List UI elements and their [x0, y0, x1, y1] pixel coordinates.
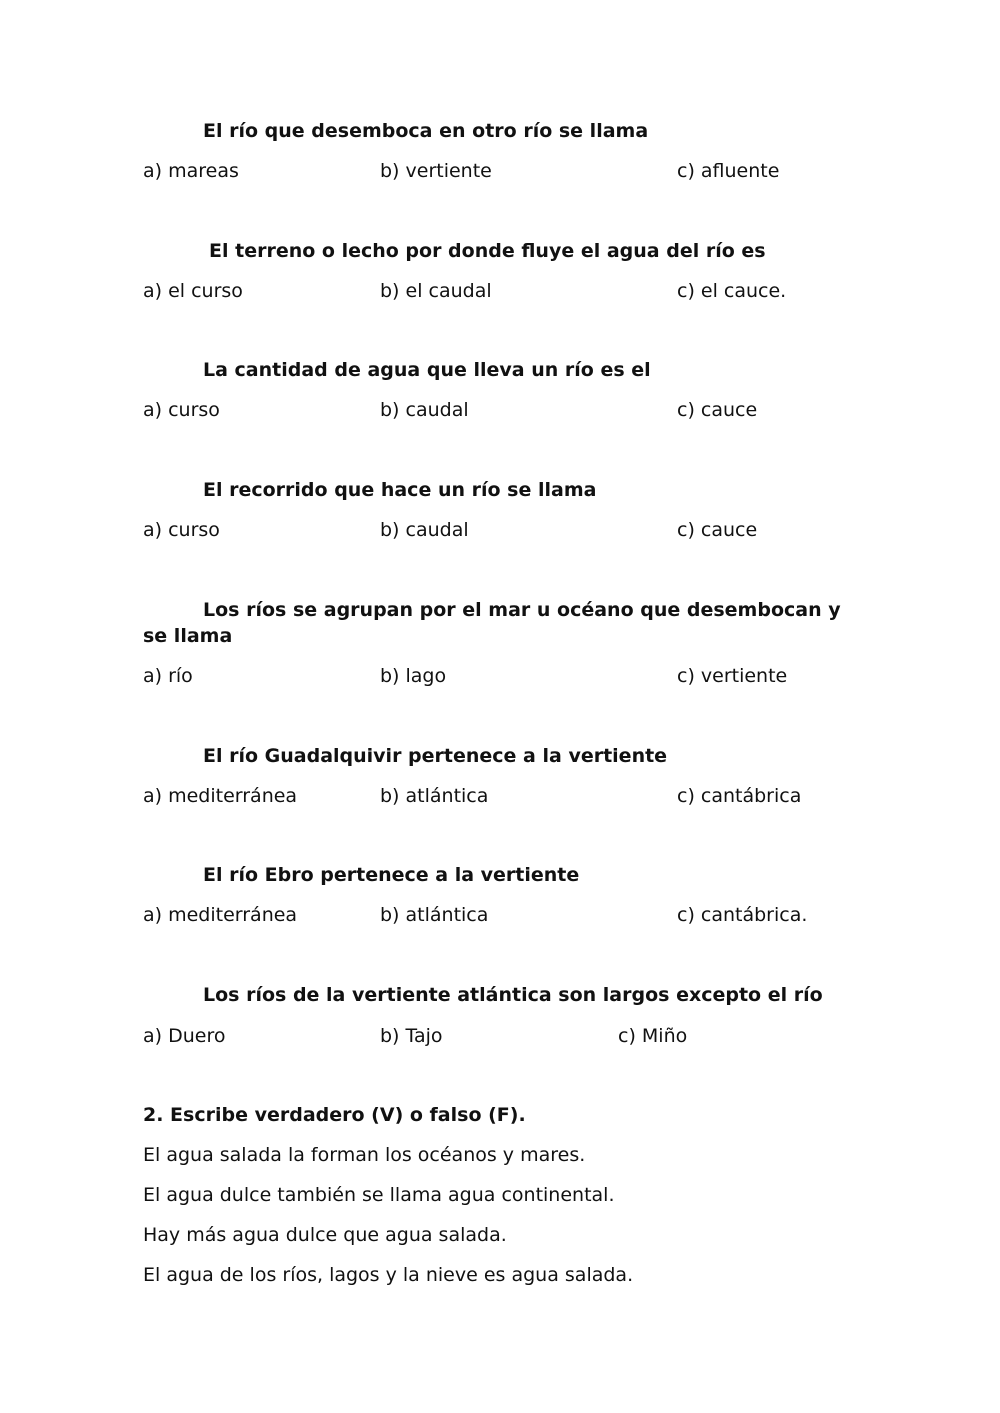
- option-a[interactable]: a) mediterránea: [143, 785, 298, 807]
- option-a[interactable]: a) mediterránea: [143, 904, 298, 926]
- option-c[interactable]: c) Miño: [618, 1025, 688, 1047]
- option-a[interactable]: a) mareas: [143, 160, 239, 182]
- option-a[interactable]: a) río: [143, 665, 193, 687]
- question-text: El río Ebro pertenece a la vertiente: [203, 864, 580, 886]
- question-text: El río que desemboca en otro río se llama: [203, 120, 649, 142]
- option-b[interactable]: b) vertiente: [380, 160, 492, 182]
- option-a[interactable]: a) curso: [143, 519, 220, 541]
- option-c[interactable]: c) cauce: [677, 519, 758, 541]
- option-c[interactable]: c) cantábrica: [677, 785, 802, 807]
- option-c[interactable]: c) cantábrica.: [677, 904, 808, 926]
- option-b[interactable]: b) caudal: [380, 399, 469, 421]
- option-c[interactable]: c) el cauce.: [677, 280, 787, 302]
- option-c[interactable]: c) vertiente: [677, 665, 788, 687]
- statement: El agua salada la forman los océanos y mares.: [143, 1144, 586, 1166]
- section-title: 2. Escribe verdadero (V) o falso (F).: [143, 1104, 526, 1126]
- question-text: Los ríos de la vertiente atlántica son largos excepto el río: [203, 984, 823, 1006]
- option-a[interactable]: a) el curso: [143, 280, 243, 302]
- question-text: El río Guadalquivir pertenece a la vertiente: [203, 745, 668, 767]
- option-b[interactable]: b) lago: [380, 665, 447, 687]
- option-c[interactable]: c) cauce: [677, 399, 758, 421]
- question-text: El terreno o lecho por donde fluye el agua del río es: [209, 240, 766, 262]
- option-b[interactable]: b) el caudal: [380, 280, 492, 302]
- option-c[interactable]: c) afluente: [677, 160, 780, 182]
- option-b[interactable]: b) caudal: [380, 519, 469, 541]
- question-text: La cantidad de agua que lleva un río es el: [203, 359, 651, 381]
- option-b[interactable]: b) atlántica: [380, 904, 489, 926]
- statement: El agua dulce también se llama agua continental.: [143, 1184, 615, 1206]
- statement: Hay más agua dulce que agua salada.: [143, 1224, 507, 1246]
- question-text: Los ríos se agrupan por el mar u océano que desembocan y se llama: [143, 599, 841, 647]
- option-a[interactable]: a) Duero: [143, 1025, 226, 1047]
- question-text: El recorrido que hace un río se llama: [203, 479, 597, 501]
- option-b[interactable]: b) Tajo: [380, 1025, 443, 1047]
- option-b[interactable]: b) atlántica: [380, 785, 489, 807]
- statement: El agua de los ríos, lagos y la nieve es agua salada.: [143, 1264, 634, 1286]
- option-a[interactable]: a) curso: [143, 399, 220, 421]
